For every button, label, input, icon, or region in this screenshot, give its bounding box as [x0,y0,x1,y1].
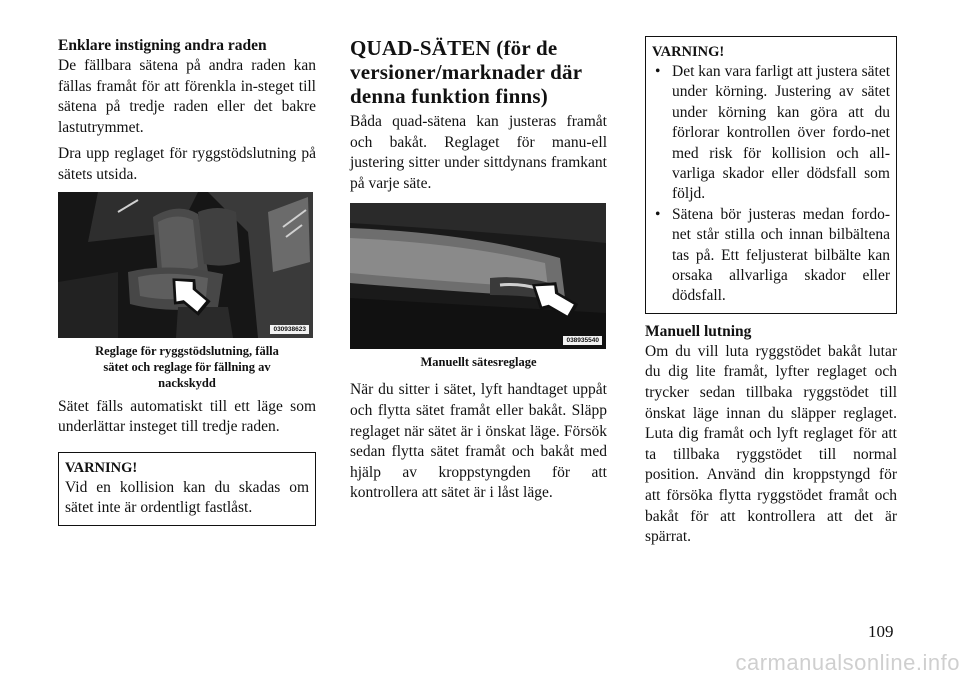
paragraph-move-seat: När du sitter i sätet, lyft handtaget uppåt och flytta sätet framåt eller bakåt. Släpp reglaget när sätet är i önskat läge. Försök sedan flytta sätet framåt och bakåt med hjälp av kroppstyngden för att kontrollera att sätet är i låst läge. [350,381,607,502]
watermark: carmanualsonline.info [735,650,960,675]
page-number: 109 [868,622,894,641]
paragraph-auto-fold: Sätet fälls automatiskt till ett läge som underlättar insteget till tredje raden. [58,397,316,436]
section-heading-second-row-entry: Enklare instigning andra raden [58,37,267,54]
section-heading-manual-recline: Manuell lutning [645,322,752,340]
warning-bullet: • Sätena bör justeras medan fordo-net står stilla och innan bilbältena tas på. Ett feljusterat bilbälte kan orsaka allvarliga skador eller dödsfall. [652,205,890,307]
paragraph-recline: Om du vill luta ryggstödet bakåt lutar du dig lite framåt, lyfter reglaget och trycker sedan tillbaka ryggstödet till önskat läge innan du släpper reglaget. Luta dig framåt och lyft reglaget för att ta tillbaka ryggstödet till normal position. Använd din kroppstyngd för att försöka flytta ryggstödet framåt och bakåt för att kontrollera att det är spärrat. [645,342,897,546]
title-line: versioner/marknader där [350,60,583,84]
warning-box-adjusting [645,36,897,314]
column-middle [350,36,607,504]
paragraph-pull-lever: Dra upp reglaget för ryggstödslutning på sätets utsida. [58,145,316,183]
paragraph-quad-adjust: Båda quad-sätena kan justeras framåt och bakåt. Reglaget för manu-ell justering sitter under sittdynans framkant på varje säte. [350,113,607,192]
warning-text: Vid en kollision kan du skadas om sätet inte är ordentligt fastlåst. [65,478,309,517]
figure-caption-manual-adjuster: Manuellt sätesreglage [420,355,537,370]
warning-box-collision [58,452,316,526]
image-code: 030938623 [270,325,309,334]
warning-title: VARNING! [652,44,725,60]
caption-line: Reglage för ryggstödslutning, fälla [95,343,279,358]
title-line: QUAD-SÄTEN (för de [350,36,558,60]
title-line: denna funktion finns) [350,84,548,108]
column-right [645,36,897,548]
seat-adjuster-illustration [350,203,606,349]
seat-lever-photo [58,192,313,338]
warning-list [652,62,890,307]
warning-bullet: • Det kan vara farligt att justera sätet under körning. Justering av sätet under körning kan göra att du förlorar kontrollen över fordo-net med risk för kollision och all-varliga skador eller dödsfall som följd. [652,62,890,205]
image-code: 038935540 [563,336,602,345]
manual-seat-adjuster-photo [350,203,606,349]
warning-title: VARNING! [65,459,138,476]
section-title-quad-seats [350,36,607,108]
caption-line: sätet och reglage för fällning av [103,359,271,374]
paragraph-folding-seats: De fällbara sätena på andra raden kan fällas framåt för att förenkla in-steget till sätena på tredje raden eller det bakre lastutrymmet. [58,57,316,136]
column-left [58,36,316,526]
figure-caption-seat-levers [58,343,316,391]
seat-interior-illustration [58,192,313,338]
caption-line: nackskydd [158,375,216,390]
